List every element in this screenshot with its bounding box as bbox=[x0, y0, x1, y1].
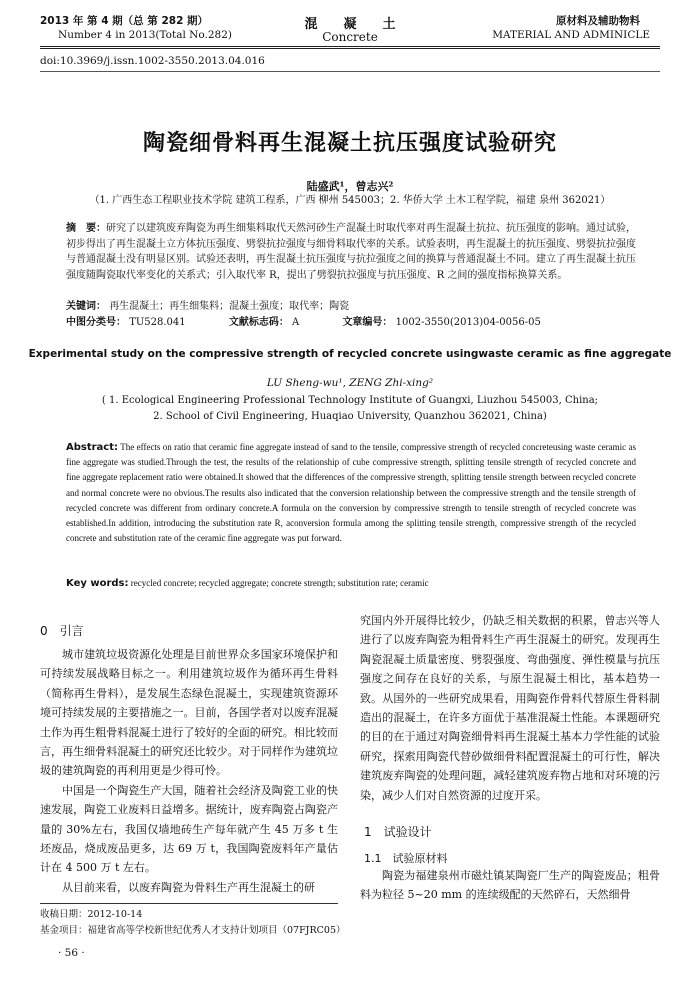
title-en: Experimental study on the compressive strength of recycled concrete usingwaste ceramic as fine aggregate bbox=[28, 348, 672, 360]
authors-en: LU Sheng-wu¹, ZENG Zhi-xing² bbox=[266, 377, 434, 389]
abstract-en-label: Abstract: bbox=[66, 442, 119, 453]
paragraph: 城市建筑垃圾资源化处理是目前世界众多国家环境保护和可持续发展战略目标之一。利用建筑垃圾作为循环再生骨料（简称再生骨料），是发展生态绿色混凝土，实现建筑资源环境可持续发展的主要措施之一。目前，各国学者对以废弃混凝土作为再生粗骨料混凝土进行了较好的全面的研究。相比较而言，再生细骨料混凝土的研究还比较少。对于同样作为建筑垃圾的建筑陶瓷的再利用更是少得可怜。 bbox=[40, 648, 338, 778]
header-rule-2 bbox=[40, 48, 660, 49]
left-column bbox=[40, 645, 338, 897]
clc-value: TU528.041 bbox=[129, 317, 186, 328]
fund-note: 基金项目：福建省高等学校新世纪优秀人才支持计划项目（07FJRC05） bbox=[40, 925, 346, 936]
paragraph: 中国是一个陶瓷生产大国，随着社会经济及陶瓷工业的快速发展，陶瓷工业废料日益增多。据统计，废弃陶瓷占陶瓷产量的 30%左右，我国仅墙地砖生产每年就产生 45 万多 t 生坯废品，烧成废品更多，达 69 万 t，我国陶瓷废料年产量估计在 4 500 万 t 左右。 bbox=[40, 783, 338, 875]
article-no-label: 文章编号： bbox=[342, 317, 393, 328]
keywords-en bbox=[66, 576, 636, 591]
issue-en: Number 4 in 2013(Total No.282) bbox=[58, 29, 232, 41]
journal-en: Concrete bbox=[322, 30, 378, 44]
abstract-en-text: The effects on ratio that ceramic fine aggregate instead of sand to the tensile, compressive strength of recycled concreteusing waste ceramic as fine aggregate was studied.Through the test, the results of the relationship of cube compressive strength, splitting tensile strength of recycled concrete and fine aggregate replacement ratio were obtained.It showed that the differences of the compressive strength, splitting tensile strength between recycled concrete and normal concrete were no obvious.The results also indicated that the conversion relationship between the compressive strength and the tensile strength of recycled concrete was different from ordinary concrete.A formula on the conversion by compressive strength to tensile strength of recycled concrete was established.In addition, introducing the substitution rate R, aconversion formula among the splitting tensile strength, compressive strength of the recycled concrete and substitution rate of the ceramic fine aggregate was put forward. bbox=[66, 442, 636, 544]
header-rule bbox=[40, 46, 660, 47]
authors-cn: 陆盛武¹，曾志兴² bbox=[306, 180, 394, 193]
keywords-en-label: Key words: bbox=[66, 578, 129, 589]
abstract-cn-label: 摘 要： bbox=[66, 223, 106, 234]
section-1-1-heading: 1.1 试验原材料 bbox=[364, 852, 448, 865]
clc-label: 中图分类号： bbox=[66, 317, 126, 328]
article-no-value: 1002-3550(2013)04-0056-05 bbox=[395, 317, 541, 328]
page-title: 陶瓷细骨料再生混凝土抗压强度试验研究 bbox=[142, 131, 557, 156]
keywords-cn bbox=[66, 299, 636, 315]
keywords-cn-text: 再生混凝土；再生细集料；混凝土强度；取代率；陶瓷 bbox=[109, 301, 350, 312]
right-column bbox=[360, 611, 660, 805]
issue-cn: 2013 年 第 4 期（总 第 282 期） bbox=[40, 15, 209, 27]
affiliation-cn: （1. 广西生态工程职业技术学院 建筑工程系，广西 柳州 545003；2. 华侨大学 土木工程学院，福建 泉州 362021） bbox=[89, 195, 611, 206]
doi-rule bbox=[40, 71, 660, 72]
classification-row bbox=[66, 315, 636, 331]
section-1-heading: 1 试验设计 bbox=[364, 825, 432, 839]
section-en: MATERIAL AND ADMINICLE bbox=[492, 29, 650, 41]
abstract-cn bbox=[66, 221, 636, 283]
journal-cn: 混 凝 土 bbox=[304, 17, 396, 32]
section-0-heading: 0 引言 bbox=[40, 624, 84, 638]
doc-code-value: A bbox=[292, 317, 300, 328]
abstract-en bbox=[66, 440, 636, 546]
section-cn: 原材料及辅助物料 bbox=[556, 15, 640, 27]
keywords-en-text: recycled concrete; recycled aggregate; concrete strength; substitution rate; ceramic bbox=[130, 578, 429, 588]
paragraph: 陶瓷为福建泉州市磁灶镇某陶瓷厂生产的陶瓷废品；粗骨料为粒径 5~20 mm 的连续级配的天然碎石，天然细骨 bbox=[360, 869, 660, 902]
keywords-cn-label: 关键词： bbox=[66, 301, 106, 312]
page-number: · 56 · bbox=[58, 947, 85, 959]
footnote-rule bbox=[40, 903, 338, 904]
doc-code-label: 文献标志码： bbox=[228, 317, 289, 328]
affiliation-en-1: ( 1. Ecological Engineering Professional Technology Institute of Guangxi, Liuzhou 545003, China; bbox=[101, 395, 599, 406]
doi: doi:10.3969/j.issn.1002-3550.2013.04.016 bbox=[40, 55, 265, 67]
abstract-cn-text: 研究了以建筑废弃陶瓷为再生细集料取代天然河砂生产混凝土时取代率对再生混凝土抗拉、抗压强度的影响。通过试验，初步得出了再生混凝土立方体抗压强度、劈裂抗拉强度与细骨料取代率的关系。试验表明，再生混凝土的抗压强度、劈裂抗拉强度与普通混凝土没有明显区别。试验还表明，再生混凝土抗压强度与抗拉强度之间的换算与普通混凝土不同。建立了再生混凝土抗压强度随陶瓷取代率变化的关系式；引入取代率 R，提出了劈裂抗拉强度与抗压强度、R 之间的强度指标换算关系。 bbox=[66, 223, 636, 281]
right-column-2 bbox=[360, 866, 660, 905]
received-date: 收稿日期：2012-10-14 bbox=[40, 909, 143, 920]
paragraph: 究国内外开展得比较少，仍缺乏相关数据的积累，曾志兴等人进行了以废弃陶瓷为粗骨料生产再生混凝土的研究。发现再生陶瓷混凝土质量密度、劈裂强度、弯曲强度、弹性模量与抗压强度之间存在良好的关系，与原生混凝土相比，基本趋势一致。从国外的一些研究成果看，用陶瓷作骨料代替原生骨料制造出的混凝土，在许多方面优于基准混凝土性能。本课题研究的目的在于通过对陶瓷细骨料再生混凝土基本力学性能的试验研究，探索用陶瓷代替砂做细骨料配置混凝土的可行性，解决建筑废弃陶瓷的处理问题，减轻建筑废弃物占地和对环境的污染，减少人们对自然资源的过度开采。 bbox=[360, 614, 660, 802]
paragraph: 从目前来看，以废弃陶瓷为骨料生产再生混凝土的研 bbox=[62, 880, 315, 894]
affiliation-en-2: 2. School of Civil Engineering, Huaqiao University, Quanzhou 362021, China) bbox=[153, 411, 547, 422]
